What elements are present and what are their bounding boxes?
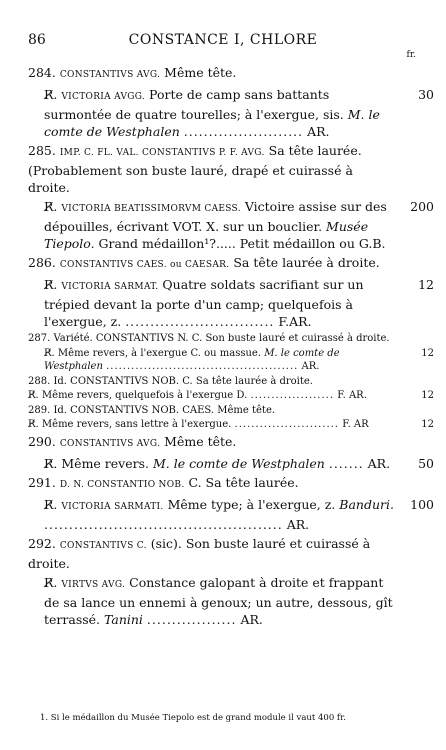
coin-legend: D. N. CONSTANTIO NOB. xyxy=(59,479,185,490)
reverse-entry xyxy=(28,276,434,330)
source-reference: Banduri. xyxy=(339,496,394,512)
entry-number: 285. xyxy=(28,143,56,158)
leader-dots: ....... xyxy=(328,455,364,471)
metal-grade: F. AR. xyxy=(337,390,367,401)
source-reference: M. le comte de Westphalen xyxy=(44,107,380,139)
leader-dots: .................. xyxy=(146,611,237,627)
reverse-mark: R̸. xyxy=(28,390,39,401)
entry-description: Même tête. xyxy=(164,433,237,449)
reverse-mark: R̸. xyxy=(44,87,58,102)
coin-legend: VICTORIA AVGG. xyxy=(61,92,146,102)
entry-number: 290. xyxy=(28,433,56,449)
entry-description: Id. CONSTANTIVS NOB. CAES. Même tête. xyxy=(53,404,276,416)
coin-legend: VIRTVS AVG. xyxy=(61,579,126,590)
price: 12 xyxy=(421,390,434,401)
source-reference: Tanini xyxy=(104,611,143,627)
coin-legend: IMP. C. FL. VAL. CONSTANTIVS P. F. AVG. xyxy=(59,148,265,158)
reverse-entry xyxy=(28,418,434,432)
price: 12 xyxy=(421,347,434,359)
reverse-mark: R̸. xyxy=(44,347,55,359)
entry-description: Même revers, quelquefois à l'exergue D. xyxy=(41,390,248,401)
entry-description: Même revers, sans lettre à l'exergue. xyxy=(41,419,232,430)
entry-number: 284. xyxy=(28,65,56,80)
metal-grade: AR. xyxy=(367,455,391,471)
source-reference: Musée Tiepolo. xyxy=(44,219,369,251)
page-number: 86 xyxy=(28,32,46,48)
entry-number: 289. xyxy=(28,404,51,416)
coin-legend: CONSTANTIVS CAES. ou CAESAR. xyxy=(59,260,230,270)
metal-grade: AR. xyxy=(240,611,263,627)
catalog-entry xyxy=(28,254,434,274)
reverse-mark: R̸. xyxy=(44,199,58,214)
reverse-mark: R̸. xyxy=(44,574,58,590)
reverse-entry xyxy=(28,455,434,472)
catalog-entries xyxy=(28,64,434,630)
catalog-entry xyxy=(28,64,434,84)
coin-legend: CONSTANTIVS AVG. xyxy=(59,438,161,449)
entry-description: Sa tête laurée. (Probablement son buste lauré, drapé et cuirassé à droite. xyxy=(28,143,362,195)
coin-legend: CONSTANTIVS AVG. xyxy=(59,70,161,80)
metal-grade: F. AR xyxy=(342,419,369,430)
leader-dots: ........................ xyxy=(183,124,304,139)
leader-dots: ......................... xyxy=(234,419,339,430)
entry-description: Id. CONSTANTIVS NOB. C. Sa tête laurée à droite. xyxy=(53,375,313,387)
entry-number: 292. xyxy=(28,535,56,551)
metal-grade: F.AR. xyxy=(278,314,312,329)
reverse-entry xyxy=(28,347,434,374)
reverse-entry xyxy=(28,86,434,140)
price: 50 xyxy=(418,455,434,471)
metal-grade: AR. xyxy=(301,361,320,372)
entry-description: Même type; à l'exergue, z. xyxy=(167,496,336,512)
reverse-mark: R̸. xyxy=(44,496,58,512)
entry-number: 287. xyxy=(28,333,51,344)
leader-dots: .................... xyxy=(250,390,335,401)
price: 200 xyxy=(410,199,434,214)
reverse-entry xyxy=(28,198,434,252)
metal-grade: AR. xyxy=(286,516,310,532)
price: 12 xyxy=(421,419,434,430)
source-reference: M. le comte de Westphalen xyxy=(44,347,340,372)
entry-description: (sic). Son buste lauré et cuirassé à droite. xyxy=(28,535,371,571)
page-title: CONSTANCE I, CHLORE xyxy=(128,32,318,48)
catalog-entry xyxy=(28,332,434,346)
entry-description: Constance galopant à droite et frappant de sa lance un ennemi à genoux; un autre, dessous, gît terrassé. xyxy=(44,574,393,627)
catalog-entry xyxy=(28,535,434,572)
footnote: 1. Si le médaillon du Musée Tiepolo est de grand module il vaut 400 fr. xyxy=(40,713,346,723)
coin-legend: VICTORIA BEATISSIMORVM CAESS. xyxy=(61,204,241,214)
entry-description: C. Sa tête laurée. xyxy=(188,474,299,490)
leader-dots: .............................................. xyxy=(106,361,299,372)
catalog-entry xyxy=(28,433,434,453)
entry-description: Quatre soldats sacrifiant sur un trépied devant la porte d'un camp; quelquefois à l'exergue, z. xyxy=(44,277,364,329)
entry-number: 288. xyxy=(28,375,51,387)
coin-legend: VICTORIA SARMATI. xyxy=(61,501,164,512)
reverse-entry xyxy=(28,389,434,403)
column-head: fr. xyxy=(406,50,416,60)
catalog-entry xyxy=(28,474,434,494)
leader-dots: ................................................ xyxy=(44,516,283,532)
source-reference: M. le comte de Westphalen xyxy=(152,455,325,471)
reverse-mark: R̸. xyxy=(44,277,58,292)
reverse-mark: R̸. xyxy=(44,455,58,471)
reverse-entry xyxy=(28,574,434,628)
entry-description: Variété. CONSTANTIVS N. C. Son buste lauré et cuirassé à droite. xyxy=(53,333,390,344)
leader-dots: .............................. xyxy=(125,314,275,329)
entry-description: Même revers, à l'exergue C. ou massue. xyxy=(57,347,261,359)
price: 30 xyxy=(418,87,434,102)
entry-number: 291. xyxy=(28,474,56,490)
catalog-entry xyxy=(28,404,434,418)
price: 12 xyxy=(418,277,434,292)
entry-note: Grand médaillon¹?..... Petit médaillon ou G.B. xyxy=(98,236,386,251)
entry-description: Même revers. xyxy=(61,455,149,471)
coin-legend: VICTORIA SARMAT. xyxy=(61,282,159,292)
catalog-entry xyxy=(28,375,434,389)
entry-description: Porte de camp sans battants surmontée de quatre tourelles; à l'exergue, sis. xyxy=(44,87,344,122)
reverse-mark: R̸. xyxy=(28,419,39,430)
coin-legend: CONSTANTIVS C. xyxy=(59,540,147,551)
price: 100 xyxy=(410,496,434,512)
entry-description: Victoire assise sur des dépouilles, écrivant VOT. X. sur un bouclier. xyxy=(44,199,387,234)
catalog-entry xyxy=(28,142,434,196)
entry-number: 286. xyxy=(28,255,56,270)
metal-grade: AR. xyxy=(307,124,330,139)
reverse-entry xyxy=(28,496,434,533)
entry-description: Sa tête laurée à droite. xyxy=(233,255,380,270)
entry-description: Même tête. xyxy=(164,65,237,80)
